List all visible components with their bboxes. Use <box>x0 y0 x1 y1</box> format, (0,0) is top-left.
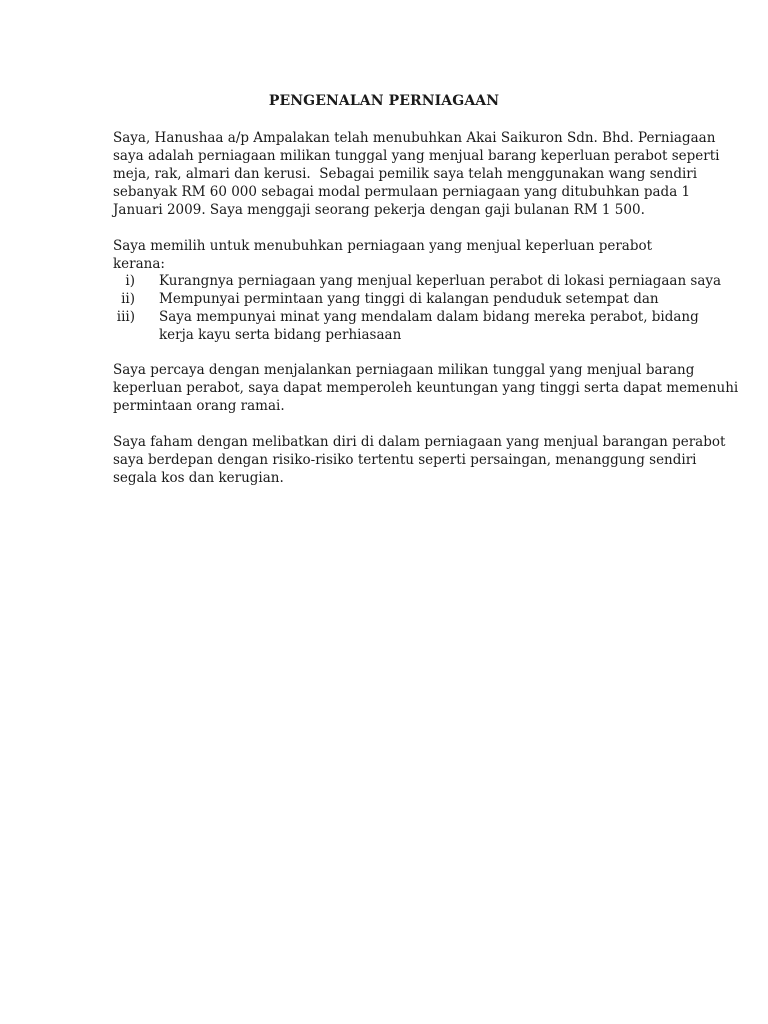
paragraph-line: meja, rak, almari dan kerusi. Sebagai pemilik saya telah menggunakan wang sendiri <box>113 166 698 182</box>
list-item-text: Saya mempunyai minat yang mendalam dalam bidang mereka perabot, bidang <box>159 309 699 325</box>
paragraph-line: Januari 2009. Saya menggaji seorang pekerja dengan gaji bulanan RM 1 500. <box>113 202 645 218</box>
list-item-text: Kurangnya perniagaan yang menjual keperluan perabot di lokasi perniagaan saya <box>159 273 722 289</box>
paragraph-line: saya adalah perniagaan milikan tunggal yang menjual barang keperluan perabot seperti <box>113 148 720 164</box>
list-item-number: ii) <box>121 291 135 307</box>
paragraph-line: saya berdepan dengan risiko-risiko tertentu seperti persaingan, menanggung sendiri <box>113 452 697 468</box>
list-item-number: i) <box>125 273 135 289</box>
paragraph-belief <box>113 361 739 415</box>
list-item-text: Mempunyai permintaan yang tinggi di kalangan penduduk setempat dan <box>159 291 659 307</box>
reasons-list <box>113 272 722 344</box>
paragraph-risks <box>113 433 726 487</box>
list-item-text: kerja kayu serta bidang perhiasaan <box>159 327 402 343</box>
paragraph-introduction <box>113 129 720 219</box>
list-item <box>113 308 699 344</box>
paragraph-line: Saya percaya dengan menjalankan perniagaan milikan tunggal yang menjual barang <box>113 362 695 378</box>
list-item-number: iii) <box>116 309 135 325</box>
paragraph-reasons-intro: Saya memilih untuk menubuhkan perniagaan yang menjual keperluan perabot kerana: <box>113 238 653 272</box>
paragraph-line: permintaan orang ramai. <box>113 398 285 414</box>
paragraph-line: keperluan perabot, saya dapat memperoleh keuntungan yang tinggi serta dapat memenuhi <box>113 380 739 396</box>
document-title: PENGENALAN PERNIAGAAN <box>268 93 500 109</box>
paragraph-line: Saya, Hanushaa a/p Ampalakan telah menubuhkan Akai Saikuron Sdn. Bhd. Perniagaan <box>113 130 716 146</box>
paragraph-line: Saya faham dengan melibatkan diri di dalam perniagaan yang menjual barangan perabot <box>113 434 726 450</box>
paragraph-line: segala kos dan kerugian. <box>113 470 284 486</box>
list-item <box>113 272 722 290</box>
paragraph-line: sebanyak RM 60 000 sebagai modal permulaan perniagaan yang ditubuhkan pada 1 <box>113 184 691 200</box>
list-item <box>113 290 673 308</box>
